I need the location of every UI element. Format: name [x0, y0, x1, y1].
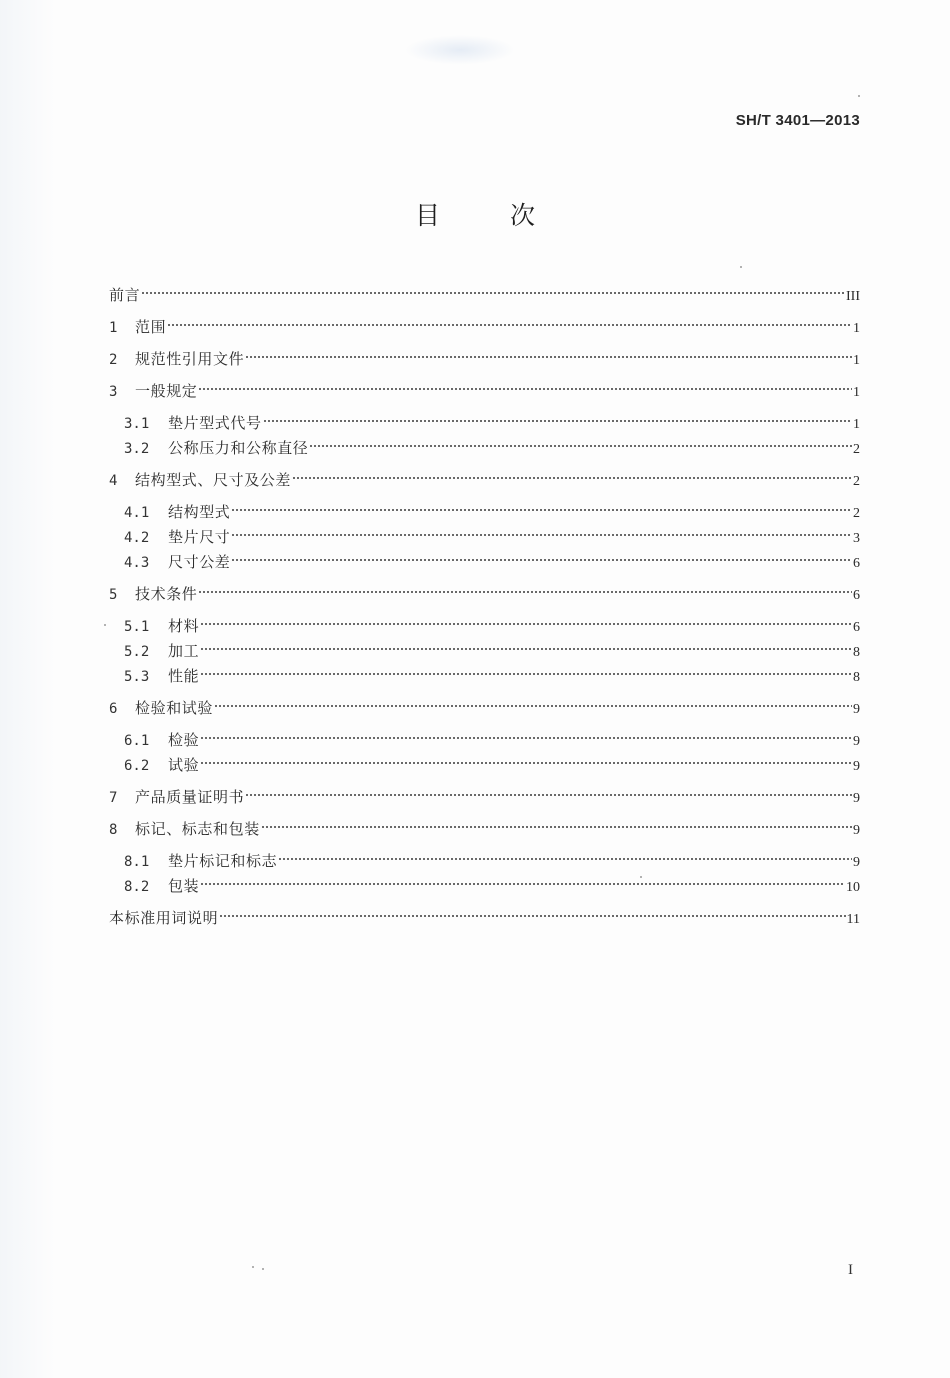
toc-entry[interactable] [109, 276, 860, 304]
toc-entry-page: 6 [853, 588, 860, 603]
toc-entry-label: 产品质量证明书 [135, 788, 245, 806]
toc-entry-number: 4.1 [124, 505, 150, 521]
toc-entry-page: 9 [853, 734, 860, 749]
toc-entry-page: 9 [853, 791, 860, 806]
toc-dot-leader [200, 607, 852, 631]
toc-entry-page: 2 [853, 474, 860, 489]
toc-entry-page: 2 [853, 442, 860, 457]
toc-entry[interactable] [124, 721, 860, 749]
toc-entry-number: 1 [109, 320, 118, 336]
toc-entry-label: 范围 [135, 318, 167, 336]
toc-entry-label: 材料 [168, 617, 200, 635]
toc-entry-number: 7 [109, 790, 118, 806]
toc-entry-label: 公称压力和公称直径 [168, 439, 309, 457]
toc-entry-label: 尺寸公差 [168, 553, 231, 571]
toc-entry-page: 8 [853, 645, 860, 660]
toc-entry-label: 技术条件 [135, 585, 198, 603]
toc-entry[interactable] [124, 518, 860, 546]
toc-entry-page: 1 [853, 385, 860, 400]
toc-entry-label: 加工 [168, 642, 200, 660]
toc-entry-number: 4.2 [124, 530, 150, 546]
scan-speck [104, 624, 106, 626]
toc-dot-leader [198, 575, 852, 599]
toc-entry-number: 5.3 [124, 669, 150, 685]
toc-entry-label: 结构型式 [168, 503, 231, 521]
toc-dot-leader [214, 689, 852, 713]
toc-entry-number: 6.1 [124, 733, 150, 749]
toc-entry[interactable] [124, 429, 860, 457]
toc-entry-number: 5.2 [124, 644, 150, 660]
scan-speck [640, 876, 642, 878]
toc-entry-label: 试验 [168, 756, 200, 774]
toc-entry-number: 4.3 [124, 555, 150, 571]
toc-entry-label: 包装 [168, 877, 200, 895]
toc-dot-leader [167, 308, 852, 332]
scan-speck [252, 1266, 254, 1268]
toc-entry[interactable] [109, 778, 860, 806]
toc-entry-page: 9 [853, 759, 860, 774]
toc-entry[interactable] [109, 689, 860, 717]
toc-dot-leader [231, 518, 852, 542]
toc-entry-number: 3 [109, 384, 118, 400]
scan-smudge [405, 35, 515, 65]
standard-code: SH/T 3401—2013 [735, 112, 860, 129]
toc-entry-page: 6 [853, 556, 860, 571]
toc-dot-leader [200, 721, 852, 745]
toc-dot-leader [245, 340, 852, 364]
toc-entry[interactable] [124, 607, 860, 635]
toc-entry[interactable] [124, 493, 860, 521]
toc-entry-label: 检验和试验 [135, 699, 214, 717]
toc-dot-leader [200, 657, 852, 681]
toc-entry-number: 3.2 [124, 441, 150, 457]
toc-dot-leader [200, 746, 852, 770]
toc-entry-page: 9 [853, 855, 860, 870]
toc-entry-page: 3 [853, 531, 860, 546]
toc-entry[interactable] [109, 461, 860, 489]
toc-entry[interactable] [109, 575, 860, 603]
toc-dot-leader [231, 493, 852, 517]
toc-entry[interactable] [109, 308, 860, 336]
toc-entry-label: 垫片型式代号 [168, 414, 262, 432]
toc-dot-leader [219, 899, 845, 923]
toc-entry-page: 1 [853, 417, 860, 432]
toc-entry-label: 垫片标记和标志 [168, 852, 278, 870]
toc-entry[interactable] [124, 632, 860, 660]
toc-entry[interactable] [124, 867, 860, 895]
scan-speck [858, 95, 860, 97]
toc-entry[interactable] [124, 543, 860, 571]
toc-dot-leader [263, 404, 852, 428]
toc-dot-leader [141, 276, 845, 300]
toc-entry-number: 6 [109, 701, 118, 717]
toc-entry-page: 9 [853, 702, 860, 717]
toc-entry-label: 前言 [109, 286, 141, 304]
toc-entry-page: 9 [853, 823, 860, 838]
toc-entry[interactable] [124, 842, 860, 870]
toc-dot-leader [261, 810, 852, 834]
toc-entry-label: 结构型式、尺寸及公差 [135, 471, 292, 489]
toc-entry-label: 一般规定 [135, 382, 198, 400]
toc-title: 目 次 [415, 201, 535, 230]
toc-entry[interactable] [109, 810, 860, 838]
toc-entry-label: 垫片尺寸 [168, 528, 231, 546]
toc-entry-page: 1 [853, 321, 860, 336]
toc-entry-page: 6 [853, 620, 860, 635]
toc-entry-number: 2 [109, 352, 118, 368]
toc-entry[interactable] [124, 746, 860, 774]
toc-entry-number: 6.2 [124, 758, 150, 774]
toc-entry[interactable] [124, 657, 860, 685]
toc-entry-page: 1 [853, 353, 860, 368]
toc-entry-label: 规范性引用文件 [135, 350, 245, 368]
toc-entry-number: 8.1 [124, 854, 150, 870]
toc-entry-number: 4 [109, 473, 118, 489]
toc-entry-page: 8 [853, 670, 860, 685]
toc-entry[interactable] [124, 404, 860, 432]
scan-speck [740, 266, 742, 268]
toc-dot-leader [200, 632, 852, 656]
toc-dot-leader [245, 778, 852, 802]
toc-entry[interactable] [109, 340, 860, 368]
toc-entry-number: 5 [109, 587, 118, 603]
toc-entry-label: 本标准用词说明 [109, 909, 219, 927]
toc-entry-label: 标记、标志和包装 [135, 820, 260, 838]
toc-dot-leader [198, 372, 852, 396]
toc-dot-leader [309, 429, 852, 453]
toc-entry-label: 检验 [168, 731, 200, 749]
page-number: I [848, 1262, 853, 1278]
toc-dot-leader [231, 543, 852, 567]
toc-entry[interactable] [109, 899, 860, 927]
scan-speck [262, 1268, 264, 1270]
toc-dot-leader [292, 461, 852, 485]
toc-entry-label: 性能 [168, 667, 200, 685]
toc-dot-leader [278, 842, 852, 866]
toc-entry-page: 2 [853, 506, 860, 521]
toc-entry[interactable] [109, 372, 860, 400]
toc-entry-number: 8.2 [124, 879, 150, 895]
toc-entry-page: III [846, 289, 860, 304]
toc-entry-page: 10 [846, 880, 860, 895]
toc-dot-leader [200, 867, 845, 891]
toc-entry-page: 11 [846, 912, 860, 927]
toc-entry-number: 3.1 [124, 416, 150, 432]
toc-entry-number: 5.1 [124, 619, 150, 635]
toc-entry-number: 8 [109, 822, 118, 838]
